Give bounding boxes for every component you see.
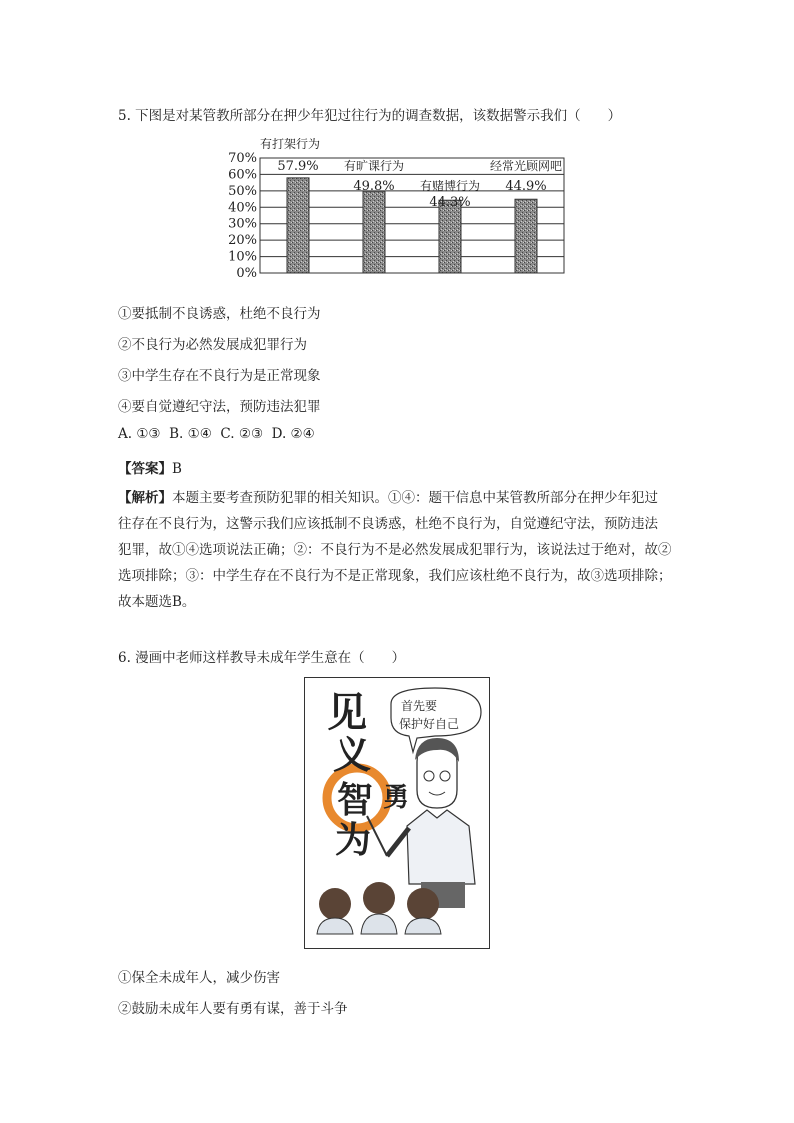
y-tick-label: 30% [228,216,257,232]
q5-analysis [118,485,678,615]
analysis-line: 【解析】本题主要考查预防犯罪的相关知识。①④：题干信息中某管教所部分在押少年犯过 [118,490,658,506]
side-char-yong: 勇 [383,783,410,813]
cartoon-drawing [305,678,489,948]
y-tick-label: 20% [228,233,257,249]
big-char-wei: 为 [335,820,372,861]
category-label: 有旷课行为 [343,159,405,173]
big-char-jian: 见 [327,690,367,736]
analysis-line: 犯罪，故①④选项说法正确；②：不良行为不是必然发展成犯罪行为，该说法过于绝对，故② [118,542,672,558]
students-group-icon [317,882,441,934]
bar-value-label: 57.9% [277,159,319,174]
bubble-line-2: 保护好自己 [399,717,460,731]
category-label: 有赌博行为 [419,179,481,193]
bar-value-label: 49.8% [353,179,395,194]
teacher-arm-icon [387,828,409,856]
analysis-line: 选项排除；③：中学生存在不良行为不是正常现象，我们应该杜绝不良行为，故③选项排除； [118,568,672,584]
y-tick-label: 40% [228,200,257,216]
q5-option-3: ③中学生存在不良行为是正常现象 [118,368,321,384]
y-tick-label: 0% [236,266,257,278]
bar-value-label: 44.9% [505,179,547,194]
bar [515,199,537,273]
y-tick-label: 50% [228,183,257,199]
q5-option-1: ①要抵制不良诱惑，杜绝不良行为 [118,306,321,322]
bar-value-label: 44.3% [429,195,471,210]
bar-chart [228,138,568,278]
teacher-shirt-icon [407,810,475,884]
question-5-stem: 5. 下图是对某管教所部分在押少年犯过往行为的调查数据，该数据警示我们（ ） [118,108,622,124]
analysis-line: 往存在不良行为，这警示我们应该抵制不良诱惑，杜绝不良行为，自觉遵纪守法，预防违法 [118,516,658,532]
analysis-label: 【解析】 [118,490,172,506]
y-tick-label: 60% [228,167,257,183]
q5-option-2: ②不良行为必然发展成犯罪行为 [118,337,307,353]
big-char-zhi: 智 [337,780,374,821]
analysis-line: 故本题选B。 [118,594,196,610]
q6-option-2: ②鼓励未成年人要有勇有谋，善于斗争 [118,1001,348,1017]
bar [439,200,461,273]
y-tick-label: 70% [228,151,257,166]
bar [287,178,309,273]
question-6-stem: 6. 漫画中老师这样教导未成年学生意在（ ） [118,650,406,666]
category-label: 有打架行为 [260,138,321,151]
big-char-yi: 义 [333,733,372,777]
answer-value: B [172,461,182,477]
answer-label: 【答案】 [118,461,172,477]
category-label: 经常光顾网吧 [489,159,563,173]
bubble-line-1: 首先要 [401,699,438,713]
q6-option-1: ①保全未成年人，减少伤害 [118,970,280,986]
bar [363,191,385,273]
y-tick-label: 10% [228,249,257,265]
q5-choices: A. ①③ B. ①④ C. ②③ D. ②④ [118,426,315,442]
cartoon-illustration [304,677,490,949]
q5-answer [118,457,182,477]
q5-option-4: ④要自觉遵纪守法，预防违法犯罪 [118,399,321,415]
